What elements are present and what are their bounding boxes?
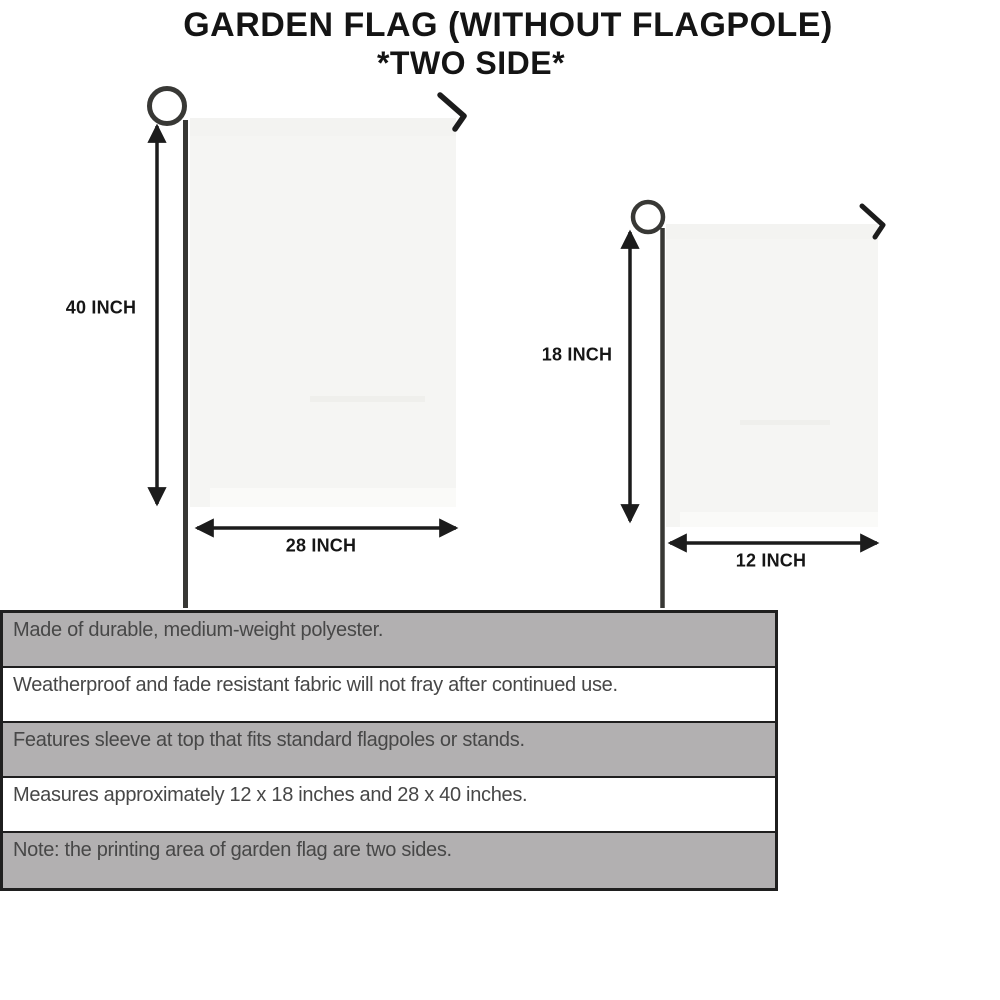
large-flag-streak: [310, 396, 425, 402]
feature-row-material: Made of durable, medium-weight polyester.: [3, 613, 775, 668]
page-title: GARDEN FLAG (WITHOUT FLAGPOLE): [183, 6, 833, 44]
small-flag-streak: [740, 420, 830, 425]
large-flag-bottom-shade: [210, 488, 456, 507]
large-flag-height-label: 40 INCH: [65, 297, 137, 318]
small-flag-pole-loop: [633, 202, 663, 232]
large-flag-sleeve-shade: [190, 118, 456, 136]
feature-row-sleeve: Features sleeve at top that fits standard flagpoles or stands.: [3, 723, 775, 778]
page-subtitle: *TWO SIDE*: [376, 45, 566, 81]
large-flag-pole-loop: [150, 89, 185, 124]
feature-row-weatherproof: Weatherproof and fade resistant fabric will not fray after continued use.: [3, 668, 775, 723]
feature-row-note: Note: the printing area of garden flag are two sides.: [3, 833, 775, 888]
small-flag-bottom-shade: [680, 512, 878, 527]
feature-row-measures: Measures approximately 12 x 18 inches and 28 x 40 inches.: [3, 778, 775, 833]
large-flag-width-label: 28 INCH: [285, 535, 357, 556]
small-flag-sleeve-shade: [666, 224, 878, 239]
large-flag-canvas: [190, 118, 456, 507]
small-flag-width-label: 12 INCH: [735, 550, 807, 571]
feature-table: [0, 610, 778, 891]
small-flag-height-label: 18 INCH: [541, 344, 613, 365]
small-flag-canvas: [666, 224, 878, 527]
